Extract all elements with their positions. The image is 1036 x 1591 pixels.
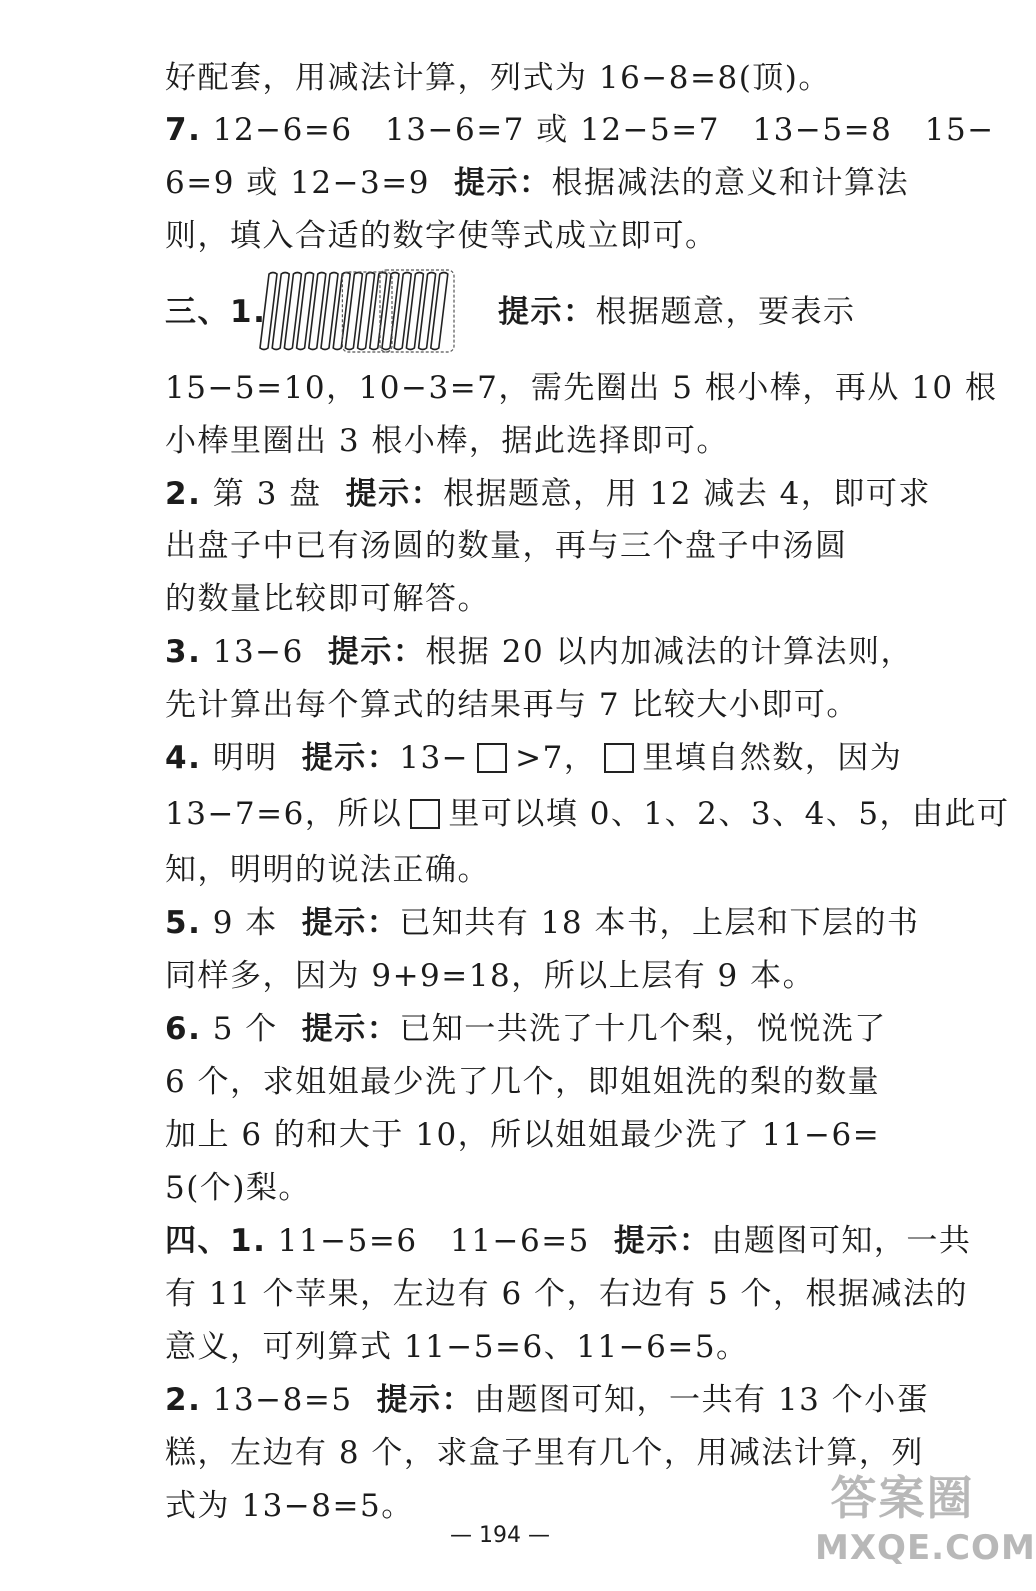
answer-7: [165, 110, 995, 150]
hint-text: 里可以填 0、1、2、3、4、5，由此可: [448, 796, 1010, 832]
answer-3: [165, 632, 913, 672]
stick: [260, 273, 277, 350]
hint-label: 提示：: [301, 1011, 400, 1047]
stick: [382, 273, 399, 350]
stick: [345, 273, 362, 350]
answer-text: 5 个: [212, 1011, 278, 1047]
item-number: 4.: [165, 740, 202, 776]
hint-text: 根据 20 以内加减法的计算法则，: [425, 634, 914, 670]
hint-label: 提示：: [345, 476, 444, 512]
text-line: [165, 956, 815, 996]
watermark-title: 答案圈: [830, 1471, 975, 1525]
stick: [370, 273, 387, 350]
answer-text: 6=9 或 12−3=9: [165, 165, 430, 201]
circled-sticks-figure: [255, 268, 470, 354]
line-text: 5(个)梨。: [165, 1170, 311, 1206]
answer-text: 13−8=5: [212, 1382, 353, 1418]
line-text: 则，填入合适的数字使等式成立即可。: [165, 218, 718, 254]
line-text: 加上 6 的和大于 10，所以姐姐最少洗了 11−6=: [165, 1117, 881, 1153]
line-text: 小棒里圈出 3 根小棒，据此选择即可。: [165, 423, 729, 459]
stick: [406, 273, 423, 350]
item-number: 5.: [165, 905, 202, 941]
text-line: [165, 1168, 311, 1208]
section-4-answer-1: [165, 1221, 971, 1261]
watermark-logo: [815, 1470, 1036, 1580]
text-line: [165, 794, 1010, 834]
stick: [297, 273, 314, 350]
text-line: [165, 1327, 749, 1367]
line-text: 好配套，用减法计算，列式为 16−8=8(顶)。: [165, 60, 831, 96]
stick: [333, 273, 350, 350]
line-text: 式为 13−8=5。: [165, 1488, 414, 1524]
text-line: [165, 421, 729, 461]
answer-text: 11−5=6 11−6=5: [277, 1223, 590, 1259]
blank-box: [604, 743, 634, 773]
stick: [419, 273, 436, 350]
text-line: [165, 1433, 924, 1473]
text-line: [165, 579, 490, 619]
line-text: 出盘子中已有汤圆的数量，再与三个盘子中汤圆: [165, 528, 848, 564]
line-text: 有 11 个苹果，左边有 6 个，右边有 5 个，根据减法的: [165, 1276, 969, 1312]
blank-box: [410, 799, 440, 829]
item-number: 2.: [165, 476, 202, 512]
answer-2: [165, 474, 931, 514]
page-number: — 194 —: [450, 1523, 550, 1548]
text-line: [165, 1274, 968, 1314]
hint-text: 已知共有 18 本书，上层和下层的书: [399, 905, 920, 941]
section-3-answer-1: [165, 292, 266, 332]
hint-label: 提示：: [498, 294, 596, 330]
text-line: [165, 163, 909, 203]
line-text: 15−5=10，10−3=7，需先圈出 5 根小棒，再从 10 根: [165, 370, 998, 406]
item-number: 2.: [165, 1382, 202, 1418]
hint-label: 提示：: [613, 1223, 712, 1259]
hint-text: 根据题意，用 12 减去 4，即可求: [443, 476, 931, 512]
hint-text: 根据题意，要表示: [595, 294, 856, 330]
answer-6: [165, 1009, 887, 1049]
hint-label: 提示：: [376, 1382, 475, 1418]
answer-4: [165, 738, 902, 778]
text-line: [165, 1062, 880, 1102]
answer-text: 12−6=6 13−6=7 或 12−5=7 13−5=8 15−: [212, 112, 995, 148]
hint-label: 提示：: [453, 165, 552, 201]
text-line: [498, 292, 856, 332]
section-number: 三、1.: [165, 294, 267, 330]
text-line: [165, 685, 859, 725]
section-number: 四、1.: [165, 1223, 267, 1259]
line-text: 知，明明的说法正确。: [165, 852, 490, 888]
stick: [309, 273, 326, 350]
stick: [394, 273, 411, 350]
item-number: 7.: [165, 112, 202, 148]
text-line: [165, 850, 490, 890]
line-text: 6 个，求姐姐最少洗了几个，即姐姐洗的梨的数量: [165, 1064, 881, 1100]
line-text: 同样多，因为 9+9=18，所以上层有 9 本。: [165, 958, 816, 994]
stick: [431, 273, 448, 350]
hint-text: 由题图可知，一共有 13 个小蛋: [474, 1382, 930, 1418]
hint-text: >7，: [515, 740, 597, 776]
item-number: 6.: [165, 1011, 202, 1047]
stick: [358, 273, 375, 350]
hint-text: 由题图可知，一共: [711, 1223, 972, 1259]
line-text: 的数量比较即可解答。: [165, 581, 490, 617]
answer-text: 明明: [212, 740, 278, 776]
hint-text: 根据减法的意义和计算法: [551, 165, 909, 201]
answer-text: 第 3 盘: [212, 476, 322, 512]
text-line: [165, 1486, 414, 1526]
hint-text: 13−: [399, 740, 470, 776]
hint-text: 里填自然数，因为: [642, 740, 903, 776]
answer-text: 13−6: [212, 634, 304, 670]
section-4-answer-2: [165, 1380, 929, 1420]
hint-label: 提示：: [301, 905, 400, 941]
answer-text: 9 本: [212, 905, 278, 941]
text-line: [165, 1115, 880, 1155]
line-text: 意义，可列算式 11−5=6、11−6=5。: [165, 1329, 749, 1365]
text-line: [165, 526, 848, 566]
blank-box: [477, 743, 507, 773]
hint-text: 13−7=6，所以: [165, 796, 403, 832]
hint-label: 提示：: [301, 740, 400, 776]
text-line: [165, 216, 718, 256]
stick: [284, 273, 301, 350]
text-line: [165, 368, 998, 408]
line-text: 先计算出每个算式的结果再与 7 比较大小即可。: [165, 687, 859, 723]
line-text: 糕，左边有 8 个，求盒子里有几个，用减法计算，列: [165, 1435, 924, 1471]
hint-label: 提示：: [327, 634, 426, 670]
stick: [272, 273, 289, 350]
watermark-url: MXQE.COM: [815, 1528, 1036, 1568]
stick: [321, 273, 338, 350]
answer-5: [165, 903, 919, 943]
item-number: 3.: [165, 634, 202, 670]
hint-text: 已知一共洗了十几个梨，悦悦洗了: [399, 1011, 887, 1047]
text-line: [165, 58, 831, 98]
